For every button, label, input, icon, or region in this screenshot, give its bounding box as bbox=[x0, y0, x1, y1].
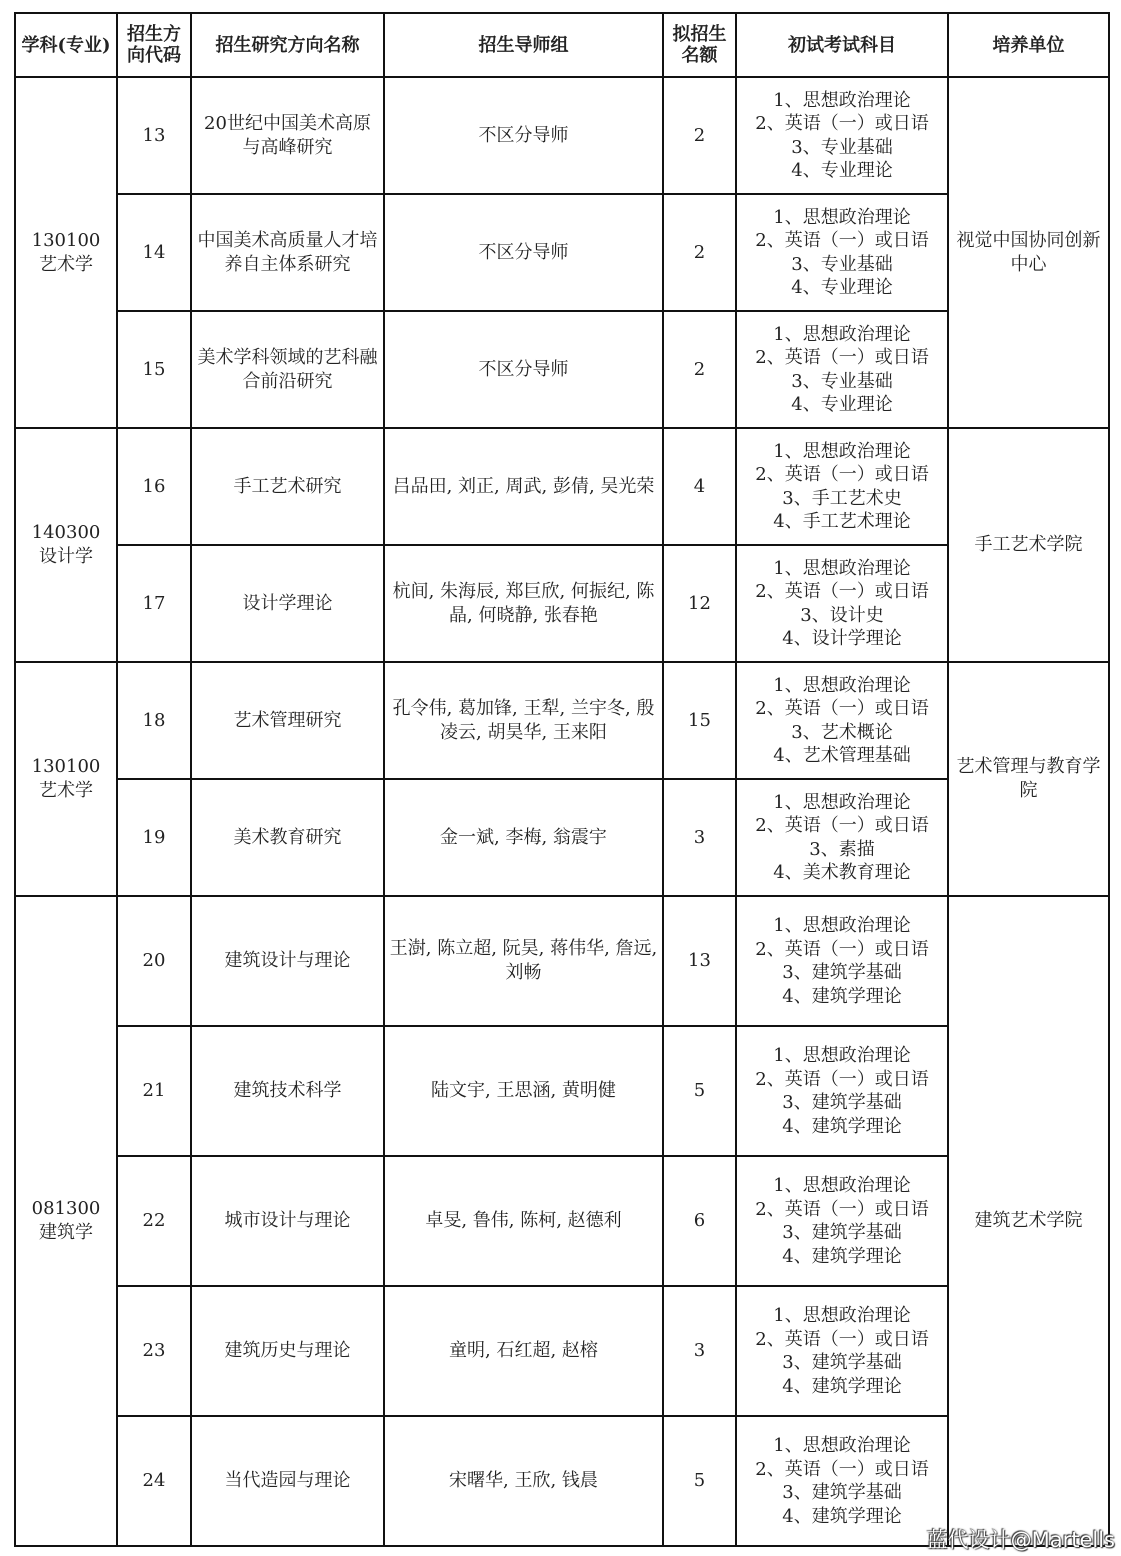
header-discipline: 学科(专业) bbox=[15, 13, 117, 77]
header-row bbox=[15, 13, 1109, 77]
quota-cell: 2 bbox=[663, 194, 736, 311]
exam-subject-item: 2、英语（一）或日语 bbox=[755, 698, 929, 719]
tutor-group-cell: 不区分导师 bbox=[384, 77, 663, 194]
discipline-cell bbox=[15, 896, 117, 1546]
exam-subject-item: 2、英语（一）或日语 bbox=[755, 113, 929, 134]
exam-subject-item: 1、思想政治理论 bbox=[773, 89, 911, 111]
direction-code-cell: 13 bbox=[117, 77, 191, 194]
exam-subject-item: 1、思想政治理论 bbox=[773, 323, 911, 345]
exam-subject-item: 1、思想政治理论 bbox=[773, 1305, 911, 1326]
direction-name-cell: 建筑技术科学 bbox=[191, 1026, 384, 1156]
direction-code-cell: 20 bbox=[117, 896, 191, 1026]
direction-name-cell: 设计学理论 bbox=[191, 545, 384, 662]
exam-subject-item: 2、英语（一）或日语 bbox=[755, 581, 929, 602]
exam-subject-item: 2、英语（一）或日语 bbox=[755, 347, 929, 368]
exam-subject-item: 4、建筑学理论 bbox=[782, 1375, 902, 1397]
discipline-code: 130100 bbox=[31, 756, 101, 777]
exam-subject-item: 3、建筑学基础 bbox=[782, 1352, 902, 1373]
exam-subject-item: 2、英语（一）或日语 bbox=[755, 1458, 929, 1480]
direction-code-cell: 17 bbox=[117, 545, 191, 662]
discipline-code: 140300 bbox=[31, 522, 101, 543]
table-row bbox=[15, 311, 1109, 428]
table-body bbox=[15, 77, 1109, 1546]
exam-subject-item: 4、设计学理论 bbox=[782, 628, 902, 649]
exam-subjects-cell bbox=[736, 1416, 948, 1546]
direction-code-cell: 19 bbox=[117, 779, 191, 896]
discipline-cell bbox=[15, 77, 117, 428]
table-row bbox=[15, 779, 1109, 896]
tutor-group-cell: 不区分导师 bbox=[384, 194, 663, 311]
header-direction-name: 招生研究方向名称 bbox=[191, 13, 384, 77]
exam-subject-item: 1、思想政治理论 bbox=[773, 1175, 911, 1196]
exam-subject-item: 2、英语（一）或日语 bbox=[755, 230, 929, 251]
training-unit-cell: 建筑艺术学院 bbox=[948, 896, 1109, 1546]
table-row bbox=[15, 545, 1109, 662]
exam-subject-item: 3、建筑学基础 bbox=[782, 962, 902, 983]
exam-subjects-cell bbox=[736, 1026, 948, 1156]
quota-cell: 2 bbox=[663, 311, 736, 428]
quota-cell: 4 bbox=[663, 428, 736, 545]
exam-subject-item: 4、专业理论 bbox=[791, 277, 893, 298]
exam-subjects-cell bbox=[736, 1286, 948, 1416]
exam-subject-item: 4、建筑学理论 bbox=[782, 1505, 902, 1527]
table-row bbox=[15, 662, 1109, 779]
tutor-group-cell: 孔令伟, 葛加锋, 王犁, 兰宇冬, 殷凌云, 胡昊华, 王来阳 bbox=[384, 662, 663, 779]
tutor-group-cell: 陆文宇, 王思涵, 黄明健 bbox=[384, 1026, 663, 1156]
quota-cell: 12 bbox=[663, 545, 736, 662]
direction-code-cell: 22 bbox=[117, 1156, 191, 1286]
exam-subjects-cell bbox=[736, 311, 948, 428]
exam-subject-item: 3、建筑学基础 bbox=[782, 1222, 902, 1243]
exam-subject-item: 4、建筑学理论 bbox=[782, 1245, 902, 1267]
discipline-code: 081300 bbox=[31, 1198, 101, 1219]
exam-subject-item: 1、思想政治理论 bbox=[773, 440, 911, 462]
direction-name-cell: 美术学科领域的艺科融合前沿研究 bbox=[191, 311, 384, 428]
tutor-group-cell: 卓旻, 鲁伟, 陈柯, 赵德利 bbox=[384, 1156, 663, 1286]
table-row bbox=[15, 194, 1109, 311]
exam-subjects-cell bbox=[736, 779, 948, 896]
tutor-group-cell: 吕品田, 刘正, 周武, 彭倩, 吴光荣 bbox=[384, 428, 663, 545]
discipline-name: 设计学 bbox=[39, 546, 93, 567]
quota-cell: 3 bbox=[663, 779, 736, 896]
header-exam-subjects: 初试考试科目 bbox=[736, 13, 948, 77]
direction-code-cell: 15 bbox=[117, 311, 191, 428]
quota-cell: 5 bbox=[663, 1026, 736, 1156]
exam-subject-item: 1、思想政治理论 bbox=[773, 1435, 911, 1456]
header-tutor-group: 招生导师组 bbox=[384, 13, 663, 77]
direction-name-cell: 中国美术高质量人才培养自主体系研究 bbox=[191, 194, 384, 311]
tutor-group-cell: 杭间, 朱海辰, 郑巨欣, 何振纪, 陈晶, 何晓静, 张春艳 bbox=[384, 545, 663, 662]
quota-cell: 15 bbox=[663, 662, 736, 779]
discipline-name: 建筑学 bbox=[39, 1222, 93, 1243]
direction-name-cell: 建筑设计与理论 bbox=[191, 896, 384, 1026]
table-row bbox=[15, 1156, 1109, 1286]
exam-subject-item: 1、思想政治理论 bbox=[773, 206, 911, 228]
exam-subject-item: 2、英语（一）或日语 bbox=[755, 1068, 929, 1090]
exam-subjects-cell bbox=[736, 896, 948, 1026]
direction-name-cell: 当代造园与理论 bbox=[191, 1416, 384, 1546]
quota-cell: 6 bbox=[663, 1156, 736, 1286]
discipline-cell bbox=[15, 662, 117, 896]
quota-cell: 3 bbox=[663, 1286, 736, 1416]
exam-subject-item: 3、素描 bbox=[809, 838, 875, 860]
direction-name-cell: 美术教育研究 bbox=[191, 779, 384, 896]
discipline-name: 艺术学 bbox=[39, 253, 93, 275]
header-training-unit: 培养单位 bbox=[948, 13, 1109, 77]
exam-subject-item: 4、建筑学理论 bbox=[782, 1115, 902, 1137]
exam-subject-item: 1、思想政治理论 bbox=[773, 1045, 911, 1066]
exam-subjects-cell bbox=[736, 662, 948, 779]
admissions-table bbox=[14, 12, 1110, 1547]
exam-subject-item: 4、专业理论 bbox=[791, 160, 893, 181]
direction-name-cell: 艺术管理研究 bbox=[191, 662, 384, 779]
discipline-cell bbox=[15, 428, 117, 662]
tutor-group-cell: 不区分导师 bbox=[384, 311, 663, 428]
discipline-name: 艺术学 bbox=[39, 780, 93, 801]
header-direction-code: 招生方向代码 bbox=[117, 13, 191, 77]
exam-subjects-cell bbox=[736, 428, 948, 545]
tutor-group-cell: 王澍, 陈立超, 阮昊, 蒋伟华, 詹远, 刘畅 bbox=[384, 896, 663, 1026]
exam-subject-item: 1、思想政治理论 bbox=[773, 791, 911, 813]
tutor-group-cell: 金一斌, 李梅, 翁震宇 bbox=[384, 779, 663, 896]
direction-code-cell: 14 bbox=[117, 194, 191, 311]
exam-subject-item: 1、思想政治理论 bbox=[773, 915, 911, 936]
direction-name-cell: 手工艺术研究 bbox=[191, 428, 384, 545]
direction-code-cell: 24 bbox=[117, 1416, 191, 1546]
exam-subject-item: 3、建筑学基础 bbox=[782, 1482, 902, 1503]
exam-subjects-cell bbox=[736, 77, 948, 194]
discipline-code: 130100 bbox=[31, 229, 101, 251]
exam-subject-item: 3、手工艺术史 bbox=[782, 487, 902, 509]
exam-subject-item: 3、艺术概论 bbox=[791, 721, 893, 743]
header-quota: 拟招生名额 bbox=[663, 13, 736, 77]
direction-name-cell: 20世纪中国美术高原与高峰研究 bbox=[191, 77, 384, 194]
table-row bbox=[15, 1286, 1109, 1416]
direction-name-cell: 城市设计与理论 bbox=[191, 1156, 384, 1286]
quota-cell: 2 bbox=[663, 77, 736, 194]
training-unit-cell: 手工艺术学院 bbox=[948, 428, 1109, 662]
table-row bbox=[15, 1026, 1109, 1156]
exam-subject-item: 4、专业理论 bbox=[791, 394, 893, 415]
table-row bbox=[15, 77, 1109, 194]
exam-subject-item: 3、专业基础 bbox=[791, 253, 893, 275]
exam-subjects-cell bbox=[736, 194, 948, 311]
training-unit-cell: 艺术管理与教育学院 bbox=[948, 662, 1109, 896]
exam-subject-item: 1、思想政治理论 bbox=[773, 674, 911, 696]
table-row bbox=[15, 428, 1109, 545]
direction-code-cell: 23 bbox=[117, 1286, 191, 1416]
exam-subject-item: 2、英语（一）或日语 bbox=[755, 1328, 929, 1350]
direction-name-cell: 建筑历史与理论 bbox=[191, 1286, 384, 1416]
exam-subject-item: 4、艺术管理基础 bbox=[773, 745, 911, 766]
exam-subject-item: 3、专业基础 bbox=[791, 370, 893, 392]
direction-code-cell: 18 bbox=[117, 662, 191, 779]
exam-subjects-cell bbox=[736, 1156, 948, 1286]
watermark: 蓝代设计@Martells bbox=[926, 1528, 1115, 1552]
exam-subject-item: 4、手工艺术理论 bbox=[773, 511, 911, 532]
exam-subject-item: 3、建筑学基础 bbox=[782, 1092, 902, 1113]
quota-cell: 13 bbox=[663, 896, 736, 1026]
exam-subject-item: 3、专业基础 bbox=[791, 136, 893, 158]
direction-code-cell: 21 bbox=[117, 1026, 191, 1156]
exam-subject-item: 1、思想政治理论 bbox=[773, 557, 911, 579]
tutor-group-cell: 宋曙华, 王欣, 钱晨 bbox=[384, 1416, 663, 1546]
exam-subject-item: 4、美术教育理论 bbox=[773, 862, 911, 883]
training-unit-cell: 视觉中国协同创新中心 bbox=[948, 77, 1109, 428]
exam-subject-item: 3、设计史 bbox=[800, 604, 884, 626]
table-row bbox=[15, 896, 1109, 1026]
exam-subject-item: 4、建筑学理论 bbox=[782, 985, 902, 1007]
exam-subject-item: 2、英语（一）或日语 bbox=[755, 464, 929, 485]
tutor-group-cell: 童明, 石红超, 赵榕 bbox=[384, 1286, 663, 1416]
exam-subject-item: 2、英语（一）或日语 bbox=[755, 815, 929, 836]
direction-code-cell: 16 bbox=[117, 428, 191, 545]
quota-cell: 5 bbox=[663, 1416, 736, 1546]
exam-subject-item: 2、英语（一）或日语 bbox=[755, 938, 929, 960]
exam-subject-item: 2、英语（一）或日语 bbox=[755, 1198, 929, 1220]
exam-subjects-cell bbox=[736, 545, 948, 662]
